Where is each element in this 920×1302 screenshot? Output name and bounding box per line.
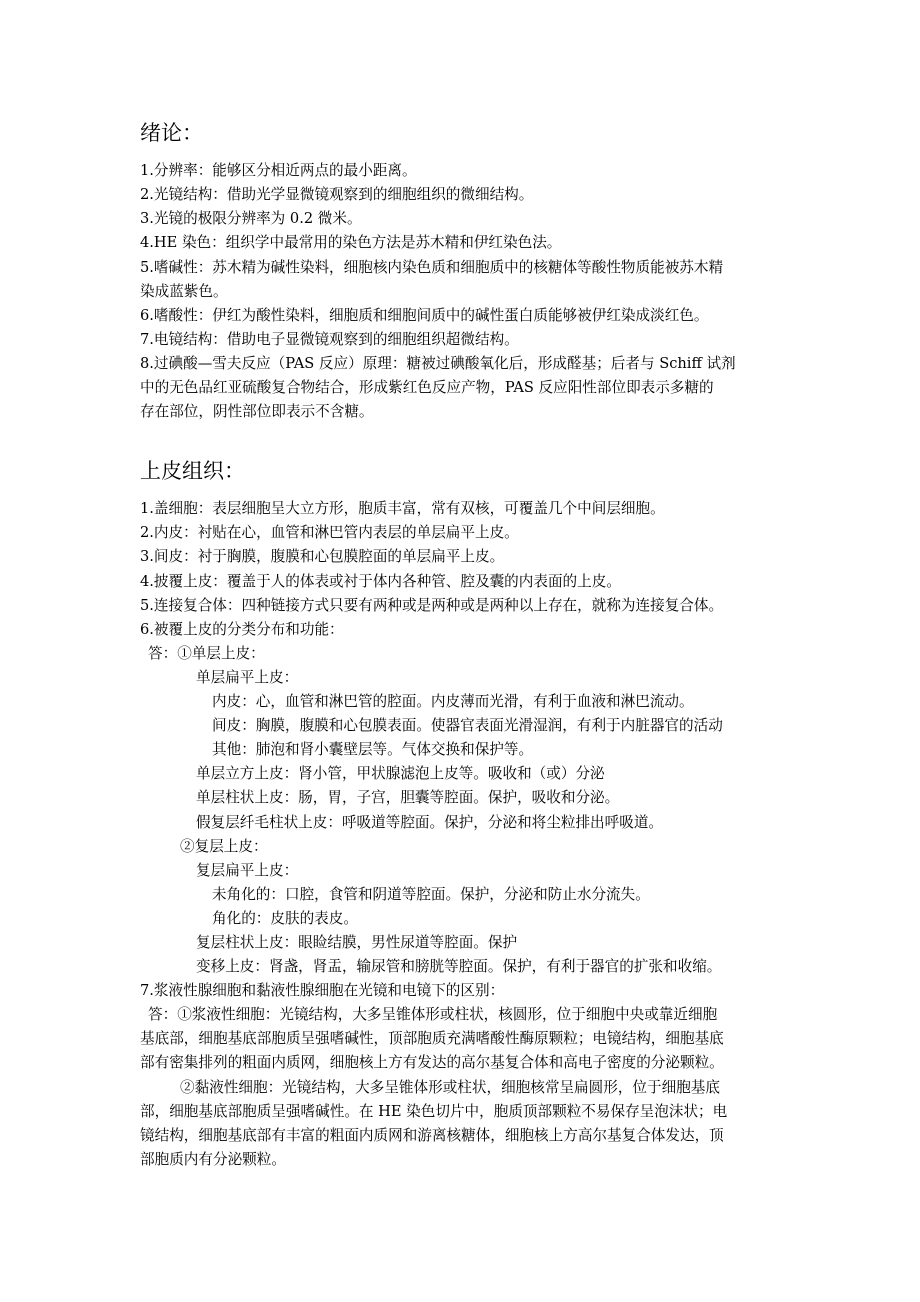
epithelium-line: 部胞质内有分泌颗粒。 (140, 1151, 286, 1168)
epithelium-line: 部有密集排列的粗面内质网，细胞核上方有发达的高尔基复合体和高电子密度的分泌颗粒。 (140, 1054, 724, 1071)
intro-line: 存在部位，阴性部位即表示不含糖。 (140, 403, 374, 420)
epithelium-line: 1.盖细胞：表层细胞呈大立方形，胞质丰富，常有双核，可覆盖几个中间层细胞。 (140, 500, 665, 517)
epithelium-line: ②黏液性细胞：光镜结构，大多呈锥体形或柱状，细胞核常呈扁圆形，位于细胞基底 (180, 1079, 720, 1096)
epithelium-line: 复层柱状上皮：眼睑结膜，男性尿道等腔面。保护 (196, 934, 518, 951)
intro-line: 7.电镜结构：借助电子显微镜观察到的细胞组织超微结构。 (140, 331, 519, 348)
epithelium-line: 4.披覆上皮：覆盖于人的体表或衬于体内各种管、腔及囊的内表面的上皮。 (140, 573, 621, 590)
epithelium-line: 间皮：胸膜，腹膜和心包膜表面。使器官表面光滑湿润，有利于内脏器官的活动 (212, 717, 723, 734)
intro-line: 5.嗜碱性：苏木精为碱性染料，细胞核内染色质和细胞质中的核糖体等酸性物质能被苏木精 (140, 259, 724, 276)
intro-line: 1.分辨率：能够区分相近两点的最小距离。 (140, 162, 417, 179)
epithelium-line: 6.被覆上皮的分类分布和功能： (140, 621, 344, 638)
epithelium-line: 5.连接复合体：四种链接方式只要有两种或是两种或是两种以上存在，就称为连接复合体。 (140, 597, 724, 614)
epithelium-line: 角化的：皮肤的表皮。 (212, 910, 358, 927)
epithelium-line: 答：①浆液性细胞：光镜结构，大多呈锥体形或柱状，核圆形，位于细胞中央或靠近细胞 (148, 1006, 718, 1023)
epithelium-line: 单层柱状上皮：肠，胃，子宫，胆囊等腔面。保护，吸收和分泌。 (196, 789, 620, 806)
intro-line: 6.嗜酸性：伊红为酸性染料，细胞质和细胞间质中的碱性蛋白质能够被伊红染成淡红色。 (140, 307, 709, 324)
intro-line: 3.光镜的极限分辨率为 0.2 微米。 (140, 210, 362, 227)
epithelium-line: 变移上皮：肾盏，肾盂，输尿管和膀胱等腔面。保护，有利于器官的扩张和收缩。 (196, 958, 722, 975)
epithelium-line: 镜结构，细胞基底部有丰富的粗面内质网和游离核糖体，细胞核上方高尔基复合体发达，顶 (140, 1127, 724, 1144)
epithelium-line: 复层扁平上皮： (196, 862, 299, 879)
epithelium-line: 部，细胞基底部胞质呈强嗜碱性。在 HE 染色切片中，胞质顶部颗粒不易保存呈泡沫状；电 (140, 1103, 728, 1120)
epithelium-line: 基底部，细胞基底部胞质呈强嗜碱性，顶部胞质充满嗜酸性酶原颗粒；电镜结构，细胞基底 (140, 1030, 724, 1047)
epithelium-line: 答：①单层上皮： (148, 645, 265, 662)
epithelium-line: 单层扁平上皮： (196, 669, 299, 686)
section-title-intro: 绪论： (140, 121, 203, 145)
epithelium-line: 内皮：心，血管和淋巴管的腔面。内皮薄而光滑，有利于血液和淋巴流动。 (212, 693, 694, 710)
epithelium-line: 2.内皮：衬贴在心，血管和淋巴管内表层的单层扁平上皮。 (140, 524, 519, 541)
epithelium-line: 7.浆液性腺细胞和黏液性腺细胞在光镜和电镜下的区别： (140, 982, 505, 999)
intro-line: 4.HE 染色：组织学中最常用的染色方法是苏木精和伊红染色法。 (140, 234, 562, 251)
intro-line: 8.过碘酸—雪夫反应（PAS 反应）原理：糖被过碘酸氧化后，形成醛基；后者与 Schiff 试剂 (140, 355, 736, 372)
epithelium-line: 未角化的：口腔，食管和阴道等腔面。保护，分泌和防止水分流失。 (212, 886, 650, 903)
intro-line: 中的无色品红亚硫酸复合物结合，形成紫红色反应产物，PAS 反应阳性部位即表示多糖的 (140, 379, 714, 396)
epithelium-line: 单层立方上皮：肾小管，甲状腺滤泡上皮等。吸收和（或）分泌 (196, 765, 605, 782)
intro-line: 染成蓝紫色。 (140, 283, 228, 300)
intro-line: 2.光镜结构：借助光学显微镜观察到的细胞组织的微细结构。 (140, 186, 534, 203)
epithelium-line: ②复层上皮： (180, 838, 268, 855)
epithelium-line: 假复层纤毛柱状上皮：呼吸道等腔面。保护，分泌和将尘粒排出呼吸道。 (196, 814, 664, 831)
epithelium-line: 其他：肺泡和肾小囊壁层等。气体交换和保护等。 (212, 741, 534, 758)
section-title-epithelium: 上皮组织： (140, 459, 245, 483)
epithelium-line: 3.间皮：衬于胸膜，腹膜和心包膜腔面的单层扁平上皮。 (140, 548, 505, 565)
